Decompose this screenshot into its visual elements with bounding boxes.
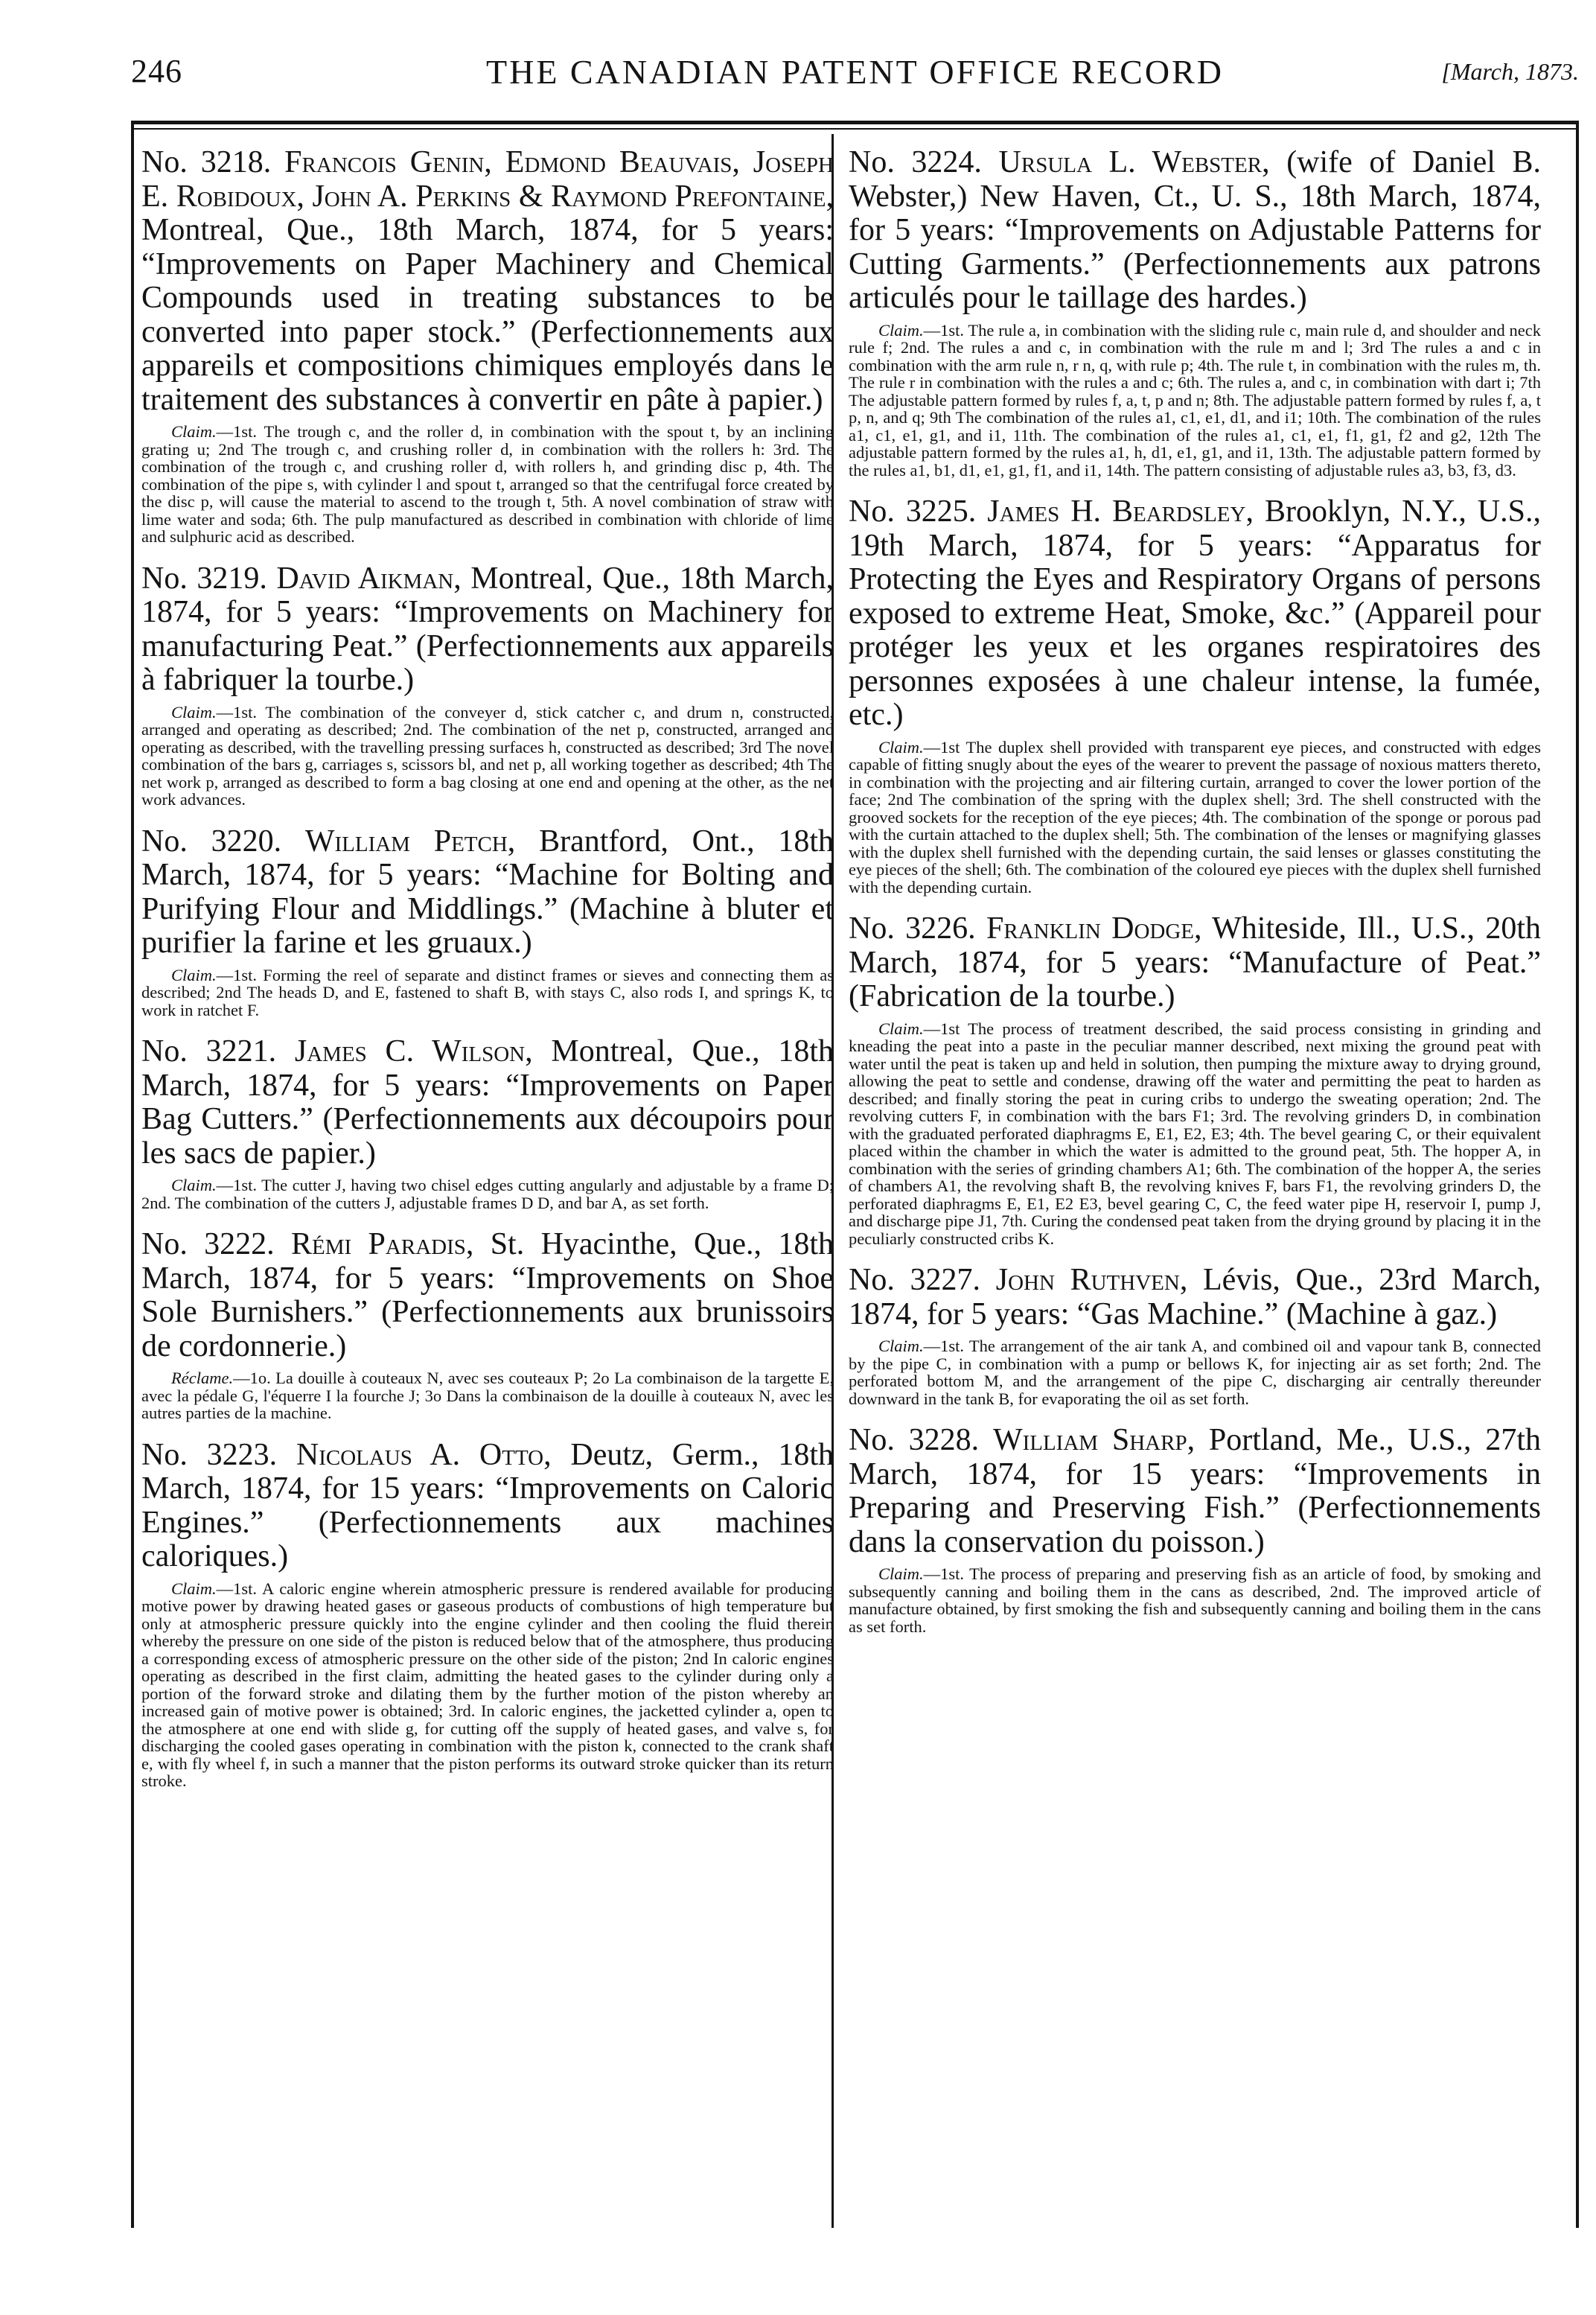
patent-entry-3227 bbox=[849, 1264, 1541, 1407]
patent-details: (wife of Daniel B. Webster,) New Haven, Ct., U. S., 18th March, 1874, for 5 years: “Improvements on Adjustable Patterns for Cutting Garments.” (Perfectionnements aux patrons articulés pour le taillage des hardes.) bbox=[849, 145, 1542, 315]
patent-entry-3222 bbox=[141, 1228, 834, 1422]
patent-number: No. 3225. bbox=[849, 494, 977, 529]
claim-text: —1st. Forming the reel of separate and distinct frames or sieves and connecting them as described; 2nd The heads D, and E, fastened to shaft B, with stays C, also rods I, and springs K, to work in ratchet F. bbox=[141, 965, 834, 1019]
patentee-names: James C. Wilson, bbox=[294, 1034, 533, 1069]
patent-number: No. 3228. bbox=[849, 1423, 980, 1457]
patent-details: Whiteside, Ill., U.S., 20th March, 1874, for 5 years: “Manufacture of Peat.” (Fabrication de la tourbe.) bbox=[849, 911, 1542, 1013]
patentee-names: Ursula L. Webster, bbox=[998, 145, 1270, 179]
claim-text: —1st The process of treatment described, the said process consisting in grinding and kneading the peat into a paste in the peculiar manner described, next mixing the ground peat with water until the peat is taken up and held in solution, then pumping the mixture away to drying ground, allowing the peat to settle and condense, drawing off the water and permitting the peat to harden as described; and finally storing the peat in curing cribs to undergo the sweating operation; 2nd. The revolving cutters F, in combination with the bars F1; 3rd. The revolving grinders D, in combination with the graduated perforated diaphragms E, E1, E2, E3; 4th. The bevel gearing C, or their equivalent placed within the chamber in which the water is admitted to the ground peat, 5th. The hopper A, in combination with the series of grinding chambers A1; 6th. The combination of the hopper A, the series of chambers A1, the revolving shaft B, the revolving knives F, bars F1, the revolving grinders D, the perforated diaphragms E, E1, E2 E3, bevel gearing C, C, the feed water pipe H, reservoir I, pump J, and discharge pipe J1, 7th. Curing the condensed peat taken from the drying ground by placing it in the peculiarly constructed cribs K. bbox=[849, 1019, 1541, 1248]
patent-number: No. 3220. bbox=[141, 824, 282, 859]
claim-text: —1st. The process of preparing and preserving fish as an article of food, by smoking and subsequently canning and boiling them in the cans as described, 2nd. The improved article of manufacture obtained, by first smoking the fish and subsequently canning and boiling them in the cans as set forth. bbox=[849, 1564, 1541, 1636]
patentee-names: Nicolaus A. Otto, bbox=[296, 1437, 552, 1472]
claim-text: —1o. La douille à couteaux N, avec ses couteaux P; 2o La combinaison de la targette E, avec la pédale G, l'équerre I la fourche J; 3o Dans la combinaison de la douille à couteaux N, avec les autres parties de la machine. bbox=[141, 1369, 834, 1422]
patent-entry-3223 bbox=[141, 1439, 834, 1790]
patent-details: St. Hyacinthe, Que., 18th March, 1874, for 5 years: “Improvements on Shoe Sole Burnishers.” (Perfectionnements aux brunissoirs de cordonnerie.) bbox=[141, 1227, 834, 1363]
claim-label: Réclame. bbox=[171, 1369, 234, 1387]
patent-entry-3226 bbox=[849, 912, 1541, 1247]
patent-number: No. 3224. bbox=[849, 145, 982, 179]
top-rule bbox=[131, 121, 1579, 124]
page-header bbox=[131, 52, 1579, 104]
claim-label: Claim. bbox=[878, 737, 924, 757]
patent-entry-3218 bbox=[141, 146, 834, 546]
patentee-names: William Petch, bbox=[304, 824, 516, 859]
patent-number: No. 3226. bbox=[849, 911, 976, 946]
patent-details: Lévis, Que., 23rd March, 1874, for 5 years: “Gas Machine.” (Machine à gaz.) bbox=[849, 1263, 1542, 1331]
patent-details: Montreal, Que., 18th March, 1874, for 5 years: “Improvements on Paper Bag Cutters.” (Perfectionnements aux découpoirs pour les sacs de papier.) bbox=[141, 1034, 834, 1171]
patent-entry-3228 bbox=[849, 1424, 1541, 1635]
claim-text: —1st. The combination of the conveyer d, stick catcher c, and drum n, constructed, arranged and operating as described; 2nd. The combination of the net p, constructed, arranged and operating as described, with the travelling pressing surfaces h, constructed as described; 3rd The novel combination of the bars g, carriages s, scissors bl, and net p, all working together as described; 4th The net work p, arranged as described to form a bag closing at one end and opening at the other, as the net work advances. bbox=[141, 702, 834, 809]
patent-number: No. 3218. bbox=[141, 145, 272, 179]
patent-entry-3224 bbox=[849, 146, 1541, 479]
patentee-names: William Sharp, bbox=[992, 1423, 1196, 1457]
claim-label: Claim. bbox=[878, 1337, 924, 1355]
claim-label: Claim. bbox=[171, 1579, 217, 1598]
patent-number: No. 3227. bbox=[849, 1263, 981, 1297]
patent-number: No. 3219. bbox=[141, 561, 267, 596]
claim-text: —1st. The cutter J, having two chisel edges cutting angularly and adjustable by a frame D; 2nd. The combination of the cutters J, adjustable frames D D, and bar A, as set forth. bbox=[141, 1176, 834, 1212]
claim-text: —1st. The arrangement of the air tank A, and combined oil and vapour tank B, connected by the pipe C, in combination with a pump or bellows K, for injecting air as set forth; 2nd. The perforated bottom M, and the arrangement of the pipe C, discharging air centrally thereunder downward in the tank B, for evaporating the oil as set forth. bbox=[849, 1337, 1541, 1408]
claim-label: Claim. bbox=[878, 1019, 924, 1038]
patentee-names: Francois Genin, Edmond Beauvais, Joseph E. Robidoux, John A. Perkins & Raymond Prefontaine, bbox=[141, 145, 834, 214]
patentee-names: Franklin Dodge, bbox=[986, 911, 1202, 946]
right-border-rule bbox=[1576, 121, 1579, 2228]
patent-number: No. 3222. bbox=[141, 1227, 275, 1261]
patent-details: Brooklyn, N.Y., U.S., 19th March, 1874, for 5 years: “Apparatus for Protecting the Eyes and Respiratory Organs of persons exposed to extreme Heat, Smoke, &c.” (Appareil pour protéger les yeux et les organes respiratoires des personnes exposées à une chaleur intense, la fumée, etc.) bbox=[849, 494, 1541, 732]
page-number: 246 bbox=[131, 53, 182, 89]
right-column bbox=[838, 146, 1541, 1652]
patent-entry-3220 bbox=[141, 825, 834, 1019]
claim-text: —1st The duplex shell provided with transparent eye pieces, and constructed with edges capable of fitting snugly about the eyes of the wearer to prevent the passage of noxious matters thereto, in combination with the projecting and air filtering curtain, arranged to cover the lower portion of the face; 2nd The combination of the spring with the duplex shell; 3rd. The shell constructed with the grooved sockets for the reception of the eye pieces; 4th. The combination of the sponge or porous pad with the curtain attached to the duplex shell; 5th. The combination of the lenses or magnifying glasses with the duplex shell furnished with the depending curtain, the said lenses or glasses constituting the eye pieces of the shell; 6th. The combination of the coloured eye pieces with the duplex shell furnished with the depending curtain. bbox=[849, 737, 1541, 897]
issue-date: [March, 1873. bbox=[1441, 58, 1579, 85]
patent-details: Montreal, Que., 18th March, 1874, for 5 years: “Improvements on Machinery for manufacturing Peat.” (Perfectionnements aux appareils à fabriquer la tourbe.) bbox=[141, 561, 834, 697]
journal-title: THE CANADIAN PATENT OFFICE RECORD bbox=[486, 53, 1224, 91]
patentee-names: John Ruthven, bbox=[995, 1263, 1188, 1297]
patent-number: No. 3223. bbox=[141, 1437, 278, 1472]
claim-label: Claim. bbox=[171, 1176, 217, 1194]
patent-entry-3225 bbox=[849, 495, 1541, 896]
claim-label: Claim. bbox=[878, 320, 924, 340]
claim-label: Claim. bbox=[171, 422, 217, 441]
patent-number: No. 3221. bbox=[141, 1034, 277, 1069]
claim-text: —1st. The trough c, and the roller d, in combination with the spout t, by an inclining grating u; 2nd The trough c, and crushing roller d, in combination with the rollers h: 3rd. The combination of the trough c, and crushing roller d, with rollers h, and grinding disc p, 4th. The combination of the pipe s, with cylinder l and spout t, arranged so that the centrifugal force created by the disc p, will cause the material to ascend to the trough t, 5th. A novel combination of straw with lime water and soda; 6th. The pulp manufactured as described in combination with chloride of lime and sulphuric acid as described. bbox=[141, 422, 834, 546]
patent-details: Brantford, Ont., 18th March, 1874, for 5 years: “Machine for Bolting and Purifying Flour and Middlings.” (Machine à bluter et purifier la farine et les gruaux.) bbox=[141, 824, 834, 960]
claim-label: Claim. bbox=[878, 1564, 924, 1583]
claim-text: —1st. A caloric engine wherein atmospheric pressure is rendered available for producing motive power by drawing heated gases or gaseous products of combustions of high temperature but only at atmospheric pressure quickly into the engine cylinder and then cooling the fluid therein whereby the pressure on one side of the piston is reduced below that of the atmosphere, thus producing a corresponding excess of atmospheric pressure on the other side of the piston; 2nd In caloric engines operating as described in the first claim, admitting the heated gases to the cylinder during only a portion of the forward stroke and dilating them by the further motion of the piston whereby an increased gain of motive power is obtained; 3rd. In caloric engines, the jacketted cylinder a, open to the atmosphere at one end with slide g, for cutting off the supply of heated gases, and valve s, for discharging the cooled gases operating in combination with the piston k, connected to the crank shaft e, with fly wheel f, in such a manner that the piston performs its outward stroke quicker than its return stroke. bbox=[141, 1579, 834, 1790]
patent-details: Portland, Me., U.S., 27th March, 1874, for 15 years: “Improvements in Preparing and Preserving Fish.” (Perfectionnements dans la conservation du poisson.) bbox=[849, 1423, 1541, 1559]
patentee-names: Rémi Paradis, bbox=[291, 1227, 474, 1261]
patent-entry-3221 bbox=[141, 1035, 834, 1211]
patentee-names: James H. Beardsley, bbox=[987, 494, 1254, 529]
claim-label: Claim. bbox=[171, 965, 217, 984]
claim-label: Claim. bbox=[171, 702, 217, 722]
patent-details: Deutz, Germ., 18th March, 1874, for 15 years: “Improvements on Caloric Engines.” (Perfectionnements aux machines caloriques.) bbox=[141, 1437, 834, 1573]
patent-details: Montreal, Que., 18th March, 1874, for 5 years: “Improvements on Paper Machinery and Chemical Compounds used in treating substances to be converted into paper stock.” (Perfectionnements aux appareils et compositions chimiques employés dans le traitement des substances à convertir en pâte à papier.) bbox=[141, 213, 834, 417]
left-column bbox=[131, 146, 834, 1806]
claim-text: —1st. The rule a, in combination with the sliding rule c, main rule d, and shoulder and neck rule f; 2nd. The rules a and c, in combination with the rule m and l; 3rd The rules a and c in combination with the arm rule n, r n, q, with rule p; 4th. The rule t, in combination with the rules m, th. The rule r in combination with the rules a and c; 6th. The rules a, and c, in combination with dart i; 7th The adjustable pattern formed by rules f, a, t, p and n; 8th. The adjustable pattern formed by rules f, a, t p, n, and q; 9th The combination of the rules a1, c1, e1, d1, and i1; 10th. The combination of the rules a1, c1, e1, g1, and i1, 11th. The combination of the rules a1, c1, e1, f1, g1, f2 and g2, 12th The adjustable pattern formed by the rules a1, h, d1, e1, g1, and i1, 13th. The adjustable pattern formed by the rules a1, b1, d1, e1, g1, f1, and i1, 14th. The pattern consisting of adjustable rules a3, b3, f3, d3. bbox=[849, 320, 1541, 480]
top-rule-thin bbox=[131, 128, 1579, 130]
patentee-names: David Aikman, bbox=[276, 561, 462, 596]
patent-entry-3219 bbox=[141, 562, 834, 809]
